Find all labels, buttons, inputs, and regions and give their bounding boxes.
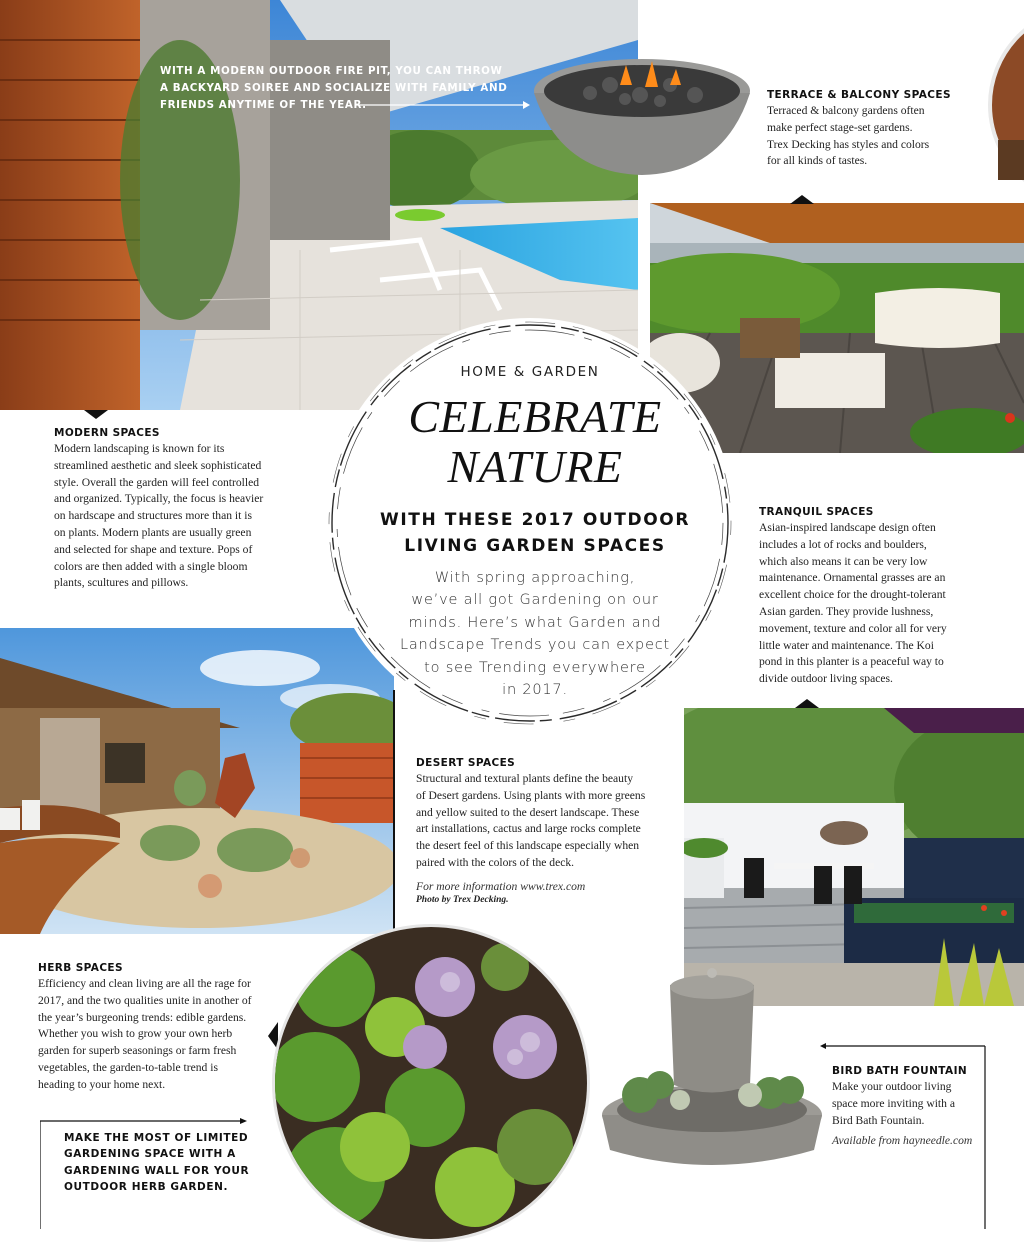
- herb-line: vegetables, the garden-to-table trend is: [38, 1060, 218, 1074]
- title-line: NATURE: [447, 441, 623, 492]
- bird-bath-image: [600, 965, 825, 1180]
- tranquil-body: [759, 520, 999, 688]
- tranquil-line: excellent choice for the drought-tolerant: [759, 588, 946, 602]
- desert-line: art installations, cactus and large rocks complete: [416, 822, 641, 836]
- modern-heading: MODERN SPACES: [54, 427, 160, 439]
- hero-caption-line: WITH A MODERN OUTDOOR FIRE PIT, YOU CAN THROW: [160, 65, 503, 77]
- modern-line: on hardscape and structures more than it is: [54, 509, 252, 523]
- tranquil-line: maintenance. Ornamental grasses are an: [759, 571, 946, 585]
- fire-pit-image: [530, 55, 755, 180]
- herb-line: heading to your home next.: [38, 1077, 166, 1091]
- modern-line: plants, scultures and pillows.: [54, 576, 189, 590]
- terrace-body: [767, 103, 987, 170]
- terrace-line: Trex Decking has styles and colors: [767, 137, 930, 151]
- herb-section: [38, 962, 278, 1094]
- herb-heading: HERB SPACES: [38, 962, 123, 974]
- modern-line: colors are then added with a single bloom: [54, 559, 248, 573]
- page-subtitle: [340, 507, 730, 559]
- terrace-heading: TERRACE & BALCONY SPACES: [767, 89, 951, 101]
- tranquil-line: Asian-inspired landscape design often: [759, 521, 936, 534]
- hero-caption-line: A BACKYARD SOIREE AND SOCIALIZE WITH FAMILY AND: [160, 82, 508, 94]
- subtitle-line: LIVING GARDEN SPACES: [404, 536, 666, 556]
- intro-line: we’ve all got Gardening on our: [411, 592, 659, 609]
- desert-line: paired with the colors of the deck.: [416, 855, 575, 869]
- callout-line: GARDENING SPACE WITH A: [64, 1148, 236, 1161]
- callout-line: MAKE THE MOST OF LIMITED: [64, 1132, 249, 1144]
- modern-body: [54, 441, 294, 592]
- herb-line: 2017, and the two qualities unite in another of: [38, 993, 252, 1007]
- birdbath-line: Bird Bath Fountain.: [832, 1113, 925, 1127]
- desert-line: of Desert gardens. Using plants with more greens: [416, 788, 646, 802]
- terrace-line: make perfect stage-set gardens.: [767, 120, 913, 134]
- terrace-line: for all kinds of tastes.: [767, 154, 868, 168]
- hero-caption-line: FRIENDS ANYTIME OF THE YEAR.: [160, 99, 367, 111]
- herb-line: Efficiency and clean living are all the rage for: [38, 977, 251, 990]
- intro-line: Landscape Trends you can expect: [399, 637, 671, 654]
- modern-line: style. Overall the garden will feel controlled: [54, 475, 260, 489]
- modern-pointer: [84, 410, 108, 419]
- corner-circle-photo: [988, 10, 1024, 210]
- terrace-section: [767, 89, 987, 170]
- birdbath-line: space more inviting with a: [832, 1096, 955, 1110]
- tranquil-line: little water and maintenance. The Koi: [759, 638, 934, 652]
- herb-callout: [64, 1130, 249, 1195]
- birdbath-section: [832, 1065, 982, 1147]
- desert-body: [416, 771, 676, 872]
- tranquil-heading: TRANQUIL SPACES: [759, 506, 874, 518]
- herb-line: Whether you wish to grow your own herb: [38, 1027, 233, 1041]
- desert-line: Structural and textural plants define the beauty: [416, 772, 633, 785]
- birdbath-line: Make your outdoor living: [832, 1080, 952, 1093]
- birdbath-body: [832, 1079, 982, 1129]
- intro-line: in 2017.: [502, 682, 568, 699]
- callout-line: GARDENING WALL FOR YOUR: [64, 1164, 250, 1177]
- subtitle-line: WITH THESE 2017 OUTDOOR: [379, 510, 691, 530]
- intro-text: [380, 567, 690, 701]
- modern-line: on plants. Modern plants are usually green: [54, 525, 252, 539]
- intro-line: minds. Here’s what Garden and: [408, 614, 662, 631]
- tranquil-line: pond in this planter is a peaceful way to: [759, 655, 944, 669]
- tranquil-line: divide outdoor living spaces.: [759, 672, 893, 686]
- modern-line: and selected for shape and texture. Pops of: [54, 542, 253, 556]
- herb-line: garden for superb seasonings or farm fresh: [38, 1044, 237, 1058]
- intro-line: With spring approaching,: [434, 570, 636, 586]
- tranquil-line: Asian garden. They provide lushness,: [759, 604, 934, 618]
- terrace-line: Terraced & balcony gardens often: [767, 104, 925, 117]
- herb-body: [38, 976, 278, 1094]
- herb-line: the year’s burgeoning trends: edible gardens.: [38, 1010, 247, 1024]
- desert-line: the desert feel of this landscape especially when: [416, 839, 640, 853]
- modern-line: and organized. Typically, the focus is heavier: [54, 492, 264, 506]
- desert-heading: DESERT SPACES: [416, 757, 516, 769]
- intro-line: to see Trending everywhere: [424, 659, 646, 676]
- desert-line: and yellow suited to the desert landscape. These: [416, 805, 640, 819]
- birdbath-heading: BIRD BATH FOUNTAIN: [832, 1065, 968, 1077]
- modern-line: streamlined aesthetic and sleek sophisticated: [54, 458, 262, 472]
- desert-divider: [393, 690, 395, 930]
- tranquil-pointer: [795, 699, 819, 708]
- terrace-pointer: [790, 195, 814, 204]
- tranquil-line: includes a lot of rocks and boulders,: [759, 537, 927, 551]
- koi-pond-photo: [684, 708, 1024, 1006]
- photo-credit: Photo by Trex Decking.: [416, 894, 509, 905]
- birdbath-availability-link[interactable]: Available from hayneedle.com: [832, 1134, 973, 1148]
- section-label: HOME & GARDEN: [460, 364, 600, 380]
- desert-info-link[interactable]: For more information www.trex.com: [416, 879, 586, 893]
- tranquil-line: movement, texture and color all for very: [759, 621, 947, 635]
- caption-arrow: [355, 97, 530, 107]
- callout-line: OUTDOOR HERB GARDEN.: [64, 1180, 229, 1193]
- herb-wall-photo: [272, 924, 590, 1242]
- modern-section: [54, 427, 294, 592]
- tranquil-line: which also means it can be very low: [759, 554, 928, 568]
- modern-line: Modern landscaping is known for its: [54, 442, 225, 455]
- page-title: [360, 392, 710, 492]
- desert-section: [416, 757, 676, 905]
- tranquil-section: [759, 506, 999, 688]
- title-line: CELEBRATE: [408, 391, 662, 442]
